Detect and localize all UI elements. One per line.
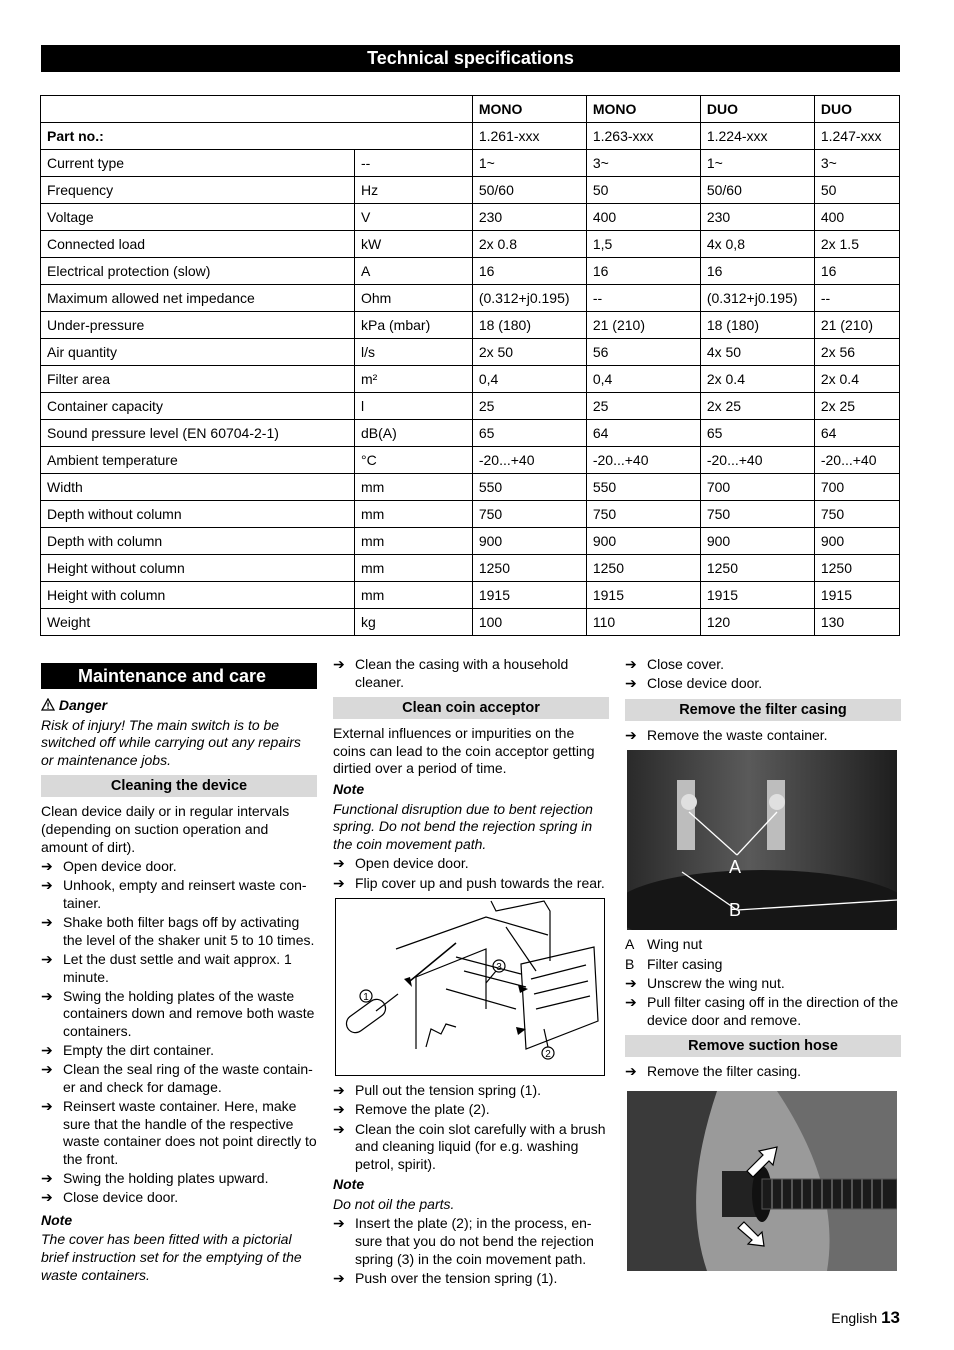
table-cell: 2x 50 <box>472 339 586 366</box>
danger-text: Risk of injury! The main switch is to be switched off while carrying out any repairs or maintenance jobs. <box>41 716 301 768</box>
coin-acceptor-figure <box>335 898 605 1076</box>
table-cell: -20...+40 <box>700 447 814 474</box>
table-cell: 900 <box>586 528 700 555</box>
note-label: Note <box>333 1176 365 1193</box>
table-cell: °C <box>355 447 473 474</box>
table-cell: -- <box>586 285 700 312</box>
figure-callout: 1 <box>363 992 369 1004</box>
note-label: Note <box>333 780 365 797</box>
table-cell: 230 <box>700 204 814 231</box>
step-text: Clean the seal ring of the waste contain-er and check for damage. <box>63 1061 313 1095</box>
table-cell: mm <box>355 474 473 501</box>
figure-callout: 3 <box>496 962 502 974</box>
table-cell: -20...+40 <box>814 447 899 474</box>
table-cell: 25 <box>586 393 700 420</box>
table-cell: 16 <box>814 258 899 285</box>
table-cell: Filter area <box>41 366 355 393</box>
table-cell: mm <box>355 528 473 555</box>
step-text: Flip cover up and push towards the rear. <box>355 874 605 891</box>
arrow-icon: ➔ <box>41 1189 53 1206</box>
table-cell: 1915 <box>472 582 586 609</box>
table-cell: 120 <box>700 609 814 636</box>
danger-title: Danger <box>58 697 108 713</box>
table-cell: 56 <box>586 339 700 366</box>
table-cell: 65 <box>700 420 814 447</box>
list-item <box>625 675 901 693</box>
list-item <box>333 1270 609 1288</box>
step-text: Swing the holding plates of the waste containers down and remove both waste containers. <box>63 987 315 1039</box>
list-item <box>41 858 317 876</box>
step-text: Reinsert waste container. Here, make sure that the handle of the respective waste container does not point directly to the front. <box>63 1098 317 1167</box>
table-row <box>41 258 900 285</box>
table-cell: Ambient temperature <box>41 447 355 474</box>
note-text: The cover has been fitted with a pictorial brief instruction set for the emptying of the waste containers. <box>41 1231 302 1283</box>
table-cell: 2x 25 <box>814 393 899 420</box>
arrow-icon: ➔ <box>333 1101 345 1118</box>
list-item <box>41 1170 317 1188</box>
table-cell: (0.312+j0.195) <box>700 285 814 312</box>
table-row <box>41 204 900 231</box>
table-cell: 700 <box>814 474 899 501</box>
list-item <box>625 656 901 674</box>
warning-icon <box>41 698 55 711</box>
table-cell: 1915 <box>814 582 899 609</box>
step-text: Push over the tension spring (1). <box>355 1269 558 1286</box>
list-item <box>41 951 317 986</box>
arrow-icon: ➔ <box>41 1061 53 1078</box>
table-cell: 2x 56 <box>814 339 899 366</box>
list-item <box>41 1098 317 1168</box>
subsection-heading: Remove suction hose <box>625 1035 901 1057</box>
step-text: Pull out the tension spring (1). <box>355 1082 541 1099</box>
list-item <box>333 1121 609 1174</box>
table-cell: 16 <box>472 258 586 285</box>
table-cell: 1250 <box>472 555 586 582</box>
arrow-icon: ➔ <box>333 855 345 872</box>
table-cell: 100 <box>472 609 586 636</box>
table-cell: Width <box>41 474 355 501</box>
table-cell: 64 <box>586 420 700 447</box>
table-row <box>41 339 900 366</box>
table-cell: -- <box>355 150 473 177</box>
table-cell: 4x 0,8 <box>700 231 814 258</box>
table-cell: 1.261-xxx <box>472 123 586 150</box>
legend-item <box>625 936 901 954</box>
table-cell: 1250 <box>700 555 814 582</box>
list-item <box>41 914 317 949</box>
arrow-icon: ➔ <box>41 914 53 931</box>
table-cell: 50 <box>586 177 700 204</box>
table-cell: 50/60 <box>700 177 814 204</box>
table-row <box>41 420 900 447</box>
table-cell: 18 (180) <box>700 312 814 339</box>
table-cell: 1250 <box>586 555 700 582</box>
list-item: ➔ Remove the waste container. <box>625 726 828 743</box>
table-cell: kPa (mbar) <box>355 312 473 339</box>
table-cell: Voltage <box>41 204 355 231</box>
list-item <box>41 1042 317 1060</box>
table-cell: Frequency <box>41 177 355 204</box>
arrow-icon: ➔ <box>41 1170 53 1186</box>
danger-label <box>41 697 317 715</box>
arrow-icon: ➔ <box>333 874 345 891</box>
arrow-icon: ➔ <box>41 950 53 967</box>
table-cell: 750 <box>814 501 899 528</box>
table-cell: 3~ <box>814 150 899 177</box>
column-left <box>41 656 317 1286</box>
table-cell: Connected load <box>41 231 355 258</box>
table-cell: 16 <box>700 258 814 285</box>
suction-hose-photo <box>627 1091 897 1271</box>
table-row <box>41 474 900 501</box>
table-cell: Height with column <box>41 582 355 609</box>
filter-casing-photo <box>627 750 897 930</box>
table-row <box>41 393 900 420</box>
list-item <box>333 1101 609 1119</box>
step-list <box>333 855 609 892</box>
table-cell: 1.224-xxx <box>700 123 814 150</box>
table-cell: 130 <box>814 609 899 636</box>
table-cell: (0.312+j0.195) <box>472 285 586 312</box>
arrow-icon: ➔ <box>625 656 637 672</box>
subsection-heading: Remove the filter casing <box>625 699 901 721</box>
subsection-heading: Cleaning the device <box>41 775 317 797</box>
step-list <box>333 1082 609 1173</box>
table-cell: 2x 0.8 <box>472 231 586 258</box>
table-cell: V <box>355 204 473 231</box>
table-cell: mm <box>355 501 473 528</box>
note-label: Note <box>41 1211 73 1228</box>
arrow-icon: ➔ <box>41 858 53 875</box>
table-cell: l <box>355 393 473 420</box>
table-cell: Container capacity <box>41 393 355 420</box>
step-text: Unhook, empty and reinsert waste con-tainer. <box>63 877 307 911</box>
step-text: Open device door. <box>355 855 469 872</box>
arrow-icon: ➔ <box>625 1063 637 1080</box>
table-header-cell: MONO <box>586 96 700 123</box>
step-list <box>625 656 901 693</box>
step-text: Open device door. <box>63 858 177 875</box>
paragraph: External influences or impurities on the coins can lead to the coin acceptor getting dirtied over a period of time. <box>333 725 595 777</box>
table-cell: Depth with column <box>41 528 355 555</box>
arrow-icon: ➔ <box>625 675 637 692</box>
suction-hose-image <box>627 1091 897 1271</box>
coin-acceptor-drawing <box>336 899 604 1075</box>
table-cell: 1.247-xxx <box>814 123 899 150</box>
table-cell: 65 <box>472 420 586 447</box>
page-number: 13 <box>881 1308 900 1327</box>
step-text: Shake both filter bags off by activating the level of the shaker unit 5 to 10 times. <box>63 914 315 948</box>
list-item: ➔ Clean the casing with a household cleaner. <box>333 656 569 690</box>
table-cell: 1915 <box>586 582 700 609</box>
table-cell: l/s <box>355 339 473 366</box>
legend-text: Wing nut <box>647 936 703 953</box>
table-cell: Air quantity <box>41 339 355 366</box>
table-cell: m² <box>355 366 473 393</box>
step-text: Swing the holding plates upward. <box>63 1170 269 1186</box>
table-row <box>41 582 900 609</box>
table-cell: kW <box>355 231 473 258</box>
list-item <box>41 988 317 1041</box>
table-cell: 50/60 <box>472 177 586 204</box>
table-row <box>41 609 900 636</box>
table-cell: 750 <box>700 501 814 528</box>
step-text: Unscrew the wing nut. <box>647 974 785 991</box>
step-text: Close device door. <box>647 675 763 692</box>
table-cell: 1.263-xxx <box>586 123 700 150</box>
table-header-cell: DUO <box>814 96 899 123</box>
step-text: Insert the plate (2); in the process, en-sure that you do not bend the rejection spring (3) in the coin movement path. <box>355 1215 594 1267</box>
step-text: Let the dust settle and wait approx. 1 minute. <box>63 950 292 985</box>
arrow-icon: ➔ <box>625 974 637 991</box>
table-cell: 2x 0.4 <box>814 366 899 393</box>
table-row <box>41 528 900 555</box>
table-cell: Part no.: <box>41 123 473 150</box>
table-cell: 400 <box>586 204 700 231</box>
table-cell: 21 (210) <box>586 312 700 339</box>
arrow-icon: ➔ <box>333 1082 345 1099</box>
table-cell: Height without column <box>41 555 355 582</box>
note-text: Functional disruption due to bent rejection spring. Do not bend the rejection spring in the coin movement path. <box>333 800 593 852</box>
paragraph: Clean device daily or in regular intervals (depending on suction operation and amount of dirt). <box>41 803 290 855</box>
page-footer <box>831 1308 900 1328</box>
table-cell: 1~ <box>700 150 814 177</box>
photo-callout: B <box>729 900 742 921</box>
step-text: Pull filter casing off in the direction of the device door and remove. <box>647 993 899 1028</box>
table-cell: 2x 25 <box>700 393 814 420</box>
table-cell: -20...+40 <box>586 447 700 474</box>
list-item <box>333 1215 609 1268</box>
table-row-partno <box>41 123 900 150</box>
table-cell: 1250 <box>814 555 899 582</box>
table-cell: kg <box>355 609 473 636</box>
step-list <box>41 858 317 1207</box>
photo-callout: A <box>729 857 742 878</box>
list-item <box>625 994 901 1029</box>
table-cell: 2x 0.4 <box>700 366 814 393</box>
table-header-row <box>41 96 900 123</box>
step-list <box>333 1215 609 1287</box>
table-cell: 4x 50 <box>700 339 814 366</box>
table-row <box>41 501 900 528</box>
list-item <box>41 1189 317 1207</box>
legend-key: A <box>625 936 635 953</box>
table-row <box>41 285 900 312</box>
table-cell: 1,5 <box>586 231 700 258</box>
list-item: ➔ Remove the filter casing. <box>625 1063 802 1080</box>
table-cell: Maximum allowed net impedance <box>41 285 355 312</box>
arrow-icon: ➔ <box>41 1098 53 1115</box>
step-text: Clean the coin slot carefully with a brush and cleaning liquid (for e.g. washing petrol, spirit). <box>355 1120 606 1172</box>
table-row <box>41 366 900 393</box>
list-item <box>625 975 901 993</box>
table-row <box>41 177 900 204</box>
table-cell: 1915 <box>700 582 814 609</box>
table-cell: -- <box>814 285 899 312</box>
page-title: Technical specifications <box>41 45 900 72</box>
note-text: Do not oil the parts. <box>333 1195 455 1212</box>
table-row <box>41 312 900 339</box>
table-cell: 750 <box>472 501 586 528</box>
table-row <box>41 150 900 177</box>
arrow-icon: ➔ <box>625 993 637 1010</box>
table-row <box>41 447 900 474</box>
column-right <box>625 656 901 1277</box>
table-cell: mm <box>355 555 473 582</box>
table-header-cell: DUO <box>700 96 814 123</box>
figure-callout: 2 <box>545 1049 551 1061</box>
table-cell: 700 <box>700 474 814 501</box>
table-cell: 64 <box>814 420 899 447</box>
table-cell: 3~ <box>586 150 700 177</box>
table-cell: A <box>355 258 473 285</box>
table-cell: Current type <box>41 150 355 177</box>
table-cell: Sound pressure level (EN 60704-2-1) <box>41 420 355 447</box>
arrow-icon: ➔ <box>333 1120 345 1137</box>
table-cell: 25 <box>472 393 586 420</box>
arrow-icon: ➔ <box>41 987 53 1004</box>
table-cell: 900 <box>472 528 586 555</box>
step-text: Close cover. <box>647 656 725 672</box>
legend-key: B <box>625 955 635 972</box>
step-list <box>625 975 901 1029</box>
table-cell: 21 (210) <box>814 312 899 339</box>
legend-list <box>625 936 901 973</box>
table-cell: 18 (180) <box>472 312 586 339</box>
arrow-icon: ➔ <box>41 1042 53 1059</box>
list-item <box>41 877 317 912</box>
table-cell: 900 <box>700 528 814 555</box>
step-text: Close device door. <box>63 1189 179 1206</box>
table-cell: -20...+40 <box>472 447 586 474</box>
table-cell: Weight <box>41 609 355 636</box>
list-item <box>41 1061 317 1096</box>
arrow-icon: ➔ <box>333 1215 345 1232</box>
list-item <box>333 855 609 873</box>
legend-item <box>625 956 901 974</box>
table-cell: 2x 1.5 <box>814 231 899 258</box>
section-heading: Maintenance and care <box>41 663 317 689</box>
table-cell: 550 <box>472 474 586 501</box>
legend-text: Filter casing <box>647 955 723 972</box>
table-cell: 750 <box>586 501 700 528</box>
spec-table <box>40 95 900 636</box>
table-cell: mm <box>355 582 473 609</box>
table-cell: 50 <box>814 177 899 204</box>
table-cell: 1~ <box>472 150 586 177</box>
filter-casing-image <box>627 750 897 930</box>
table-cell: Under-pressure <box>41 312 355 339</box>
table-cell: 16 <box>586 258 700 285</box>
table-cell: dB(A) <box>355 420 473 447</box>
table-cell: 550 <box>586 474 700 501</box>
table-cell: 900 <box>814 528 899 555</box>
column-middle <box>333 656 609 1289</box>
list-item <box>333 875 609 893</box>
table-row <box>41 231 900 258</box>
step-text: Empty the dirt container. <box>63 1042 214 1059</box>
footer-language: English <box>831 1310 878 1326</box>
arrow-icon: ➔ <box>333 1269 345 1286</box>
table-cell <box>41 96 473 123</box>
table-header-cell: MONO <box>472 96 586 123</box>
table-cell: 0,4 <box>472 366 586 393</box>
table-cell: 230 <box>472 204 586 231</box>
arrow-icon: ➔ <box>41 877 53 894</box>
table-cell: Depth without column <box>41 501 355 528</box>
table-cell: Electrical protection (slow) <box>41 258 355 285</box>
list-item <box>333 1082 609 1100</box>
table-cell: 400 <box>814 204 899 231</box>
table-cell: 0,4 <box>586 366 700 393</box>
arrow-icon: ➔ <box>625 726 637 743</box>
step-text: Remove the plate (2). <box>355 1101 490 1118</box>
arrow-icon: ➔ <box>333 656 345 672</box>
subsection-heading: Clean coin acceptor <box>333 697 609 719</box>
table-row <box>41 555 900 582</box>
table-cell: 110 <box>586 609 700 636</box>
table-cell: Ohm <box>355 285 473 312</box>
table-cell: Hz <box>355 177 473 204</box>
